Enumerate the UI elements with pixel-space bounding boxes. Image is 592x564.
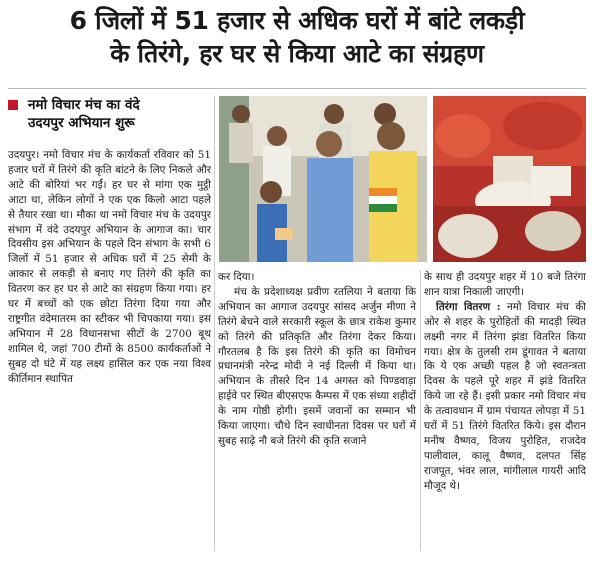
column-3-text: नमो विचार मंच की ओर से शहर के पुरोहितों की मादड़ी स्थित लक्ष्मी नगर में तिरंगा झंडा वितरित किया गया। क्षेत्र के तुलसी राम डूंगावत ने बताया कि ये एक अच्छी पहल है जो स्वतन्त्रता दिवस के पहले पूरे शहर में झंडे वितरित किये जा रहे हैं। इसी प्रकार नमो विचार मंच के तत्वावधान में ग्राम पंचायत लोपड़ा में 51 घरों में 51 तिरंगे वितरित किये। इस दौरान मनीष वैष्णव, विजय पुरोहित, राजदेव पालीवाल, कालू वैष्णव, दलपत सिंह राजपूत, भंवर लाल, मांगीलाल गायरी आदि मौजूद थे।	[424, 300, 586, 492]
article-column-2	[218, 270, 416, 449]
photo-flour-collection	[433, 96, 586, 262]
column-2-text: मंच के प्रदेशाध्यक्ष प्रवीण रतलिया ने बताया कि अभियान का आगाज उदयपुर सांसद अर्जुन मीणा ने तिरंगे बेचने वाले सरकारी स्कूल के छात्र राकेश कुमार को तिरंगे की प्रतिकृति और तिरंगा देकर किया। गौरतलब है कि इस तिरंगे की कृति का विमोचन प्रधानमंत्री नरेन्द्र मोदी ने नई दिल्ली में किया था। अभियान के तीसरे दिन 14 अगस्त को पिण्डवाड़ा हाईवे पर स्थित बीएसएफ कैम्पस में एक संध्या शहीदों के नाम गोष्ठी होगी। इसमें जवानों का सम्मान भी किया जाएगा। चौथे दिन स्वाधीनता दिवस पर घरों में सुबह साढ़े नौ बजे तिरंगे की कृति सजाने	[218, 285, 416, 447]
column-2-continuation: कर दिया।	[218, 271, 255, 283]
column-3-continuation: के साथ ही उदयपुर शहर में 10 बजे तिरंगा शान यात्रा निकाली जाएगी।	[424, 271, 586, 298]
subhead-bullet-icon	[8, 100, 18, 110]
column-divider	[214, 96, 215, 551]
subhead-line-2: उदयपुर अभियान शुरू	[28, 115, 135, 131]
photo-group-illustration	[219, 96, 427, 262]
article-subhead	[28, 96, 213, 132]
article-headline	[10, 4, 584, 70]
photo-flag-distribution	[219, 96, 427, 262]
headline-line-2: के तिरंगे, हर घर से किया आटे का संग्रहण	[110, 39, 484, 68]
column-1-text: उदयपुर। नमो विचार मंच के कार्यकर्ता रविवार को 51 हजार घरों में तिरंगे की कृति बांटने के लिए निकले और आटे की बोरियां भर गईं। हर घर से मांगा एक मुट्ठी आटा था, लेकिन लोगों ने एक एक किलो आटा पहले से तैयार रखा था। मौका था नमो विचार मंच के उदयपुर संभाग में वंदे उदयपुर अभियान के आगाज का। चार दिवसीय इस अभियान के पहले दिन संभाग के सभी 6 जिलों में 51 हजार से अधिक घरों में 25 सेमी के आकार से लकड़ी से बनाए गए तिरंगे की कृति का वितरण कर हर घर से आटे का संग्रहण किया गया। हर घर में बच्चों को एक छोटा तिरंगा दिया गया और राष्ट्रगीत वंदेमातरम का स्टीकर भी चिपकाया गया। इस अभियान में 28 विधानसभा सीटों के 2700 बूथ शामिल थे, जहां 700 टीमों के 8500 कार्यकर्ताओं ने सुबह दो घंटे में यह लक्ष्य हासिल कर एक नया विश्व कीर्तिमान स्थापित	[8, 149, 211, 385]
article-column-3	[424, 270, 586, 494]
photo-bags-illustration	[433, 96, 586, 262]
section-lead-tiranga: तिरंगा वितरण :	[436, 300, 501, 313]
headline-divider	[8, 88, 586, 89]
subhead-line-1: नमो विचार मंच का वंदे	[28, 97, 140, 113]
article-column-1	[8, 148, 211, 387]
column-divider-2	[420, 270, 421, 551]
headline-line-1: 6 जिलों में 51 हजार से अधिक घरों में बांटे लकड़ी	[69, 6, 525, 35]
